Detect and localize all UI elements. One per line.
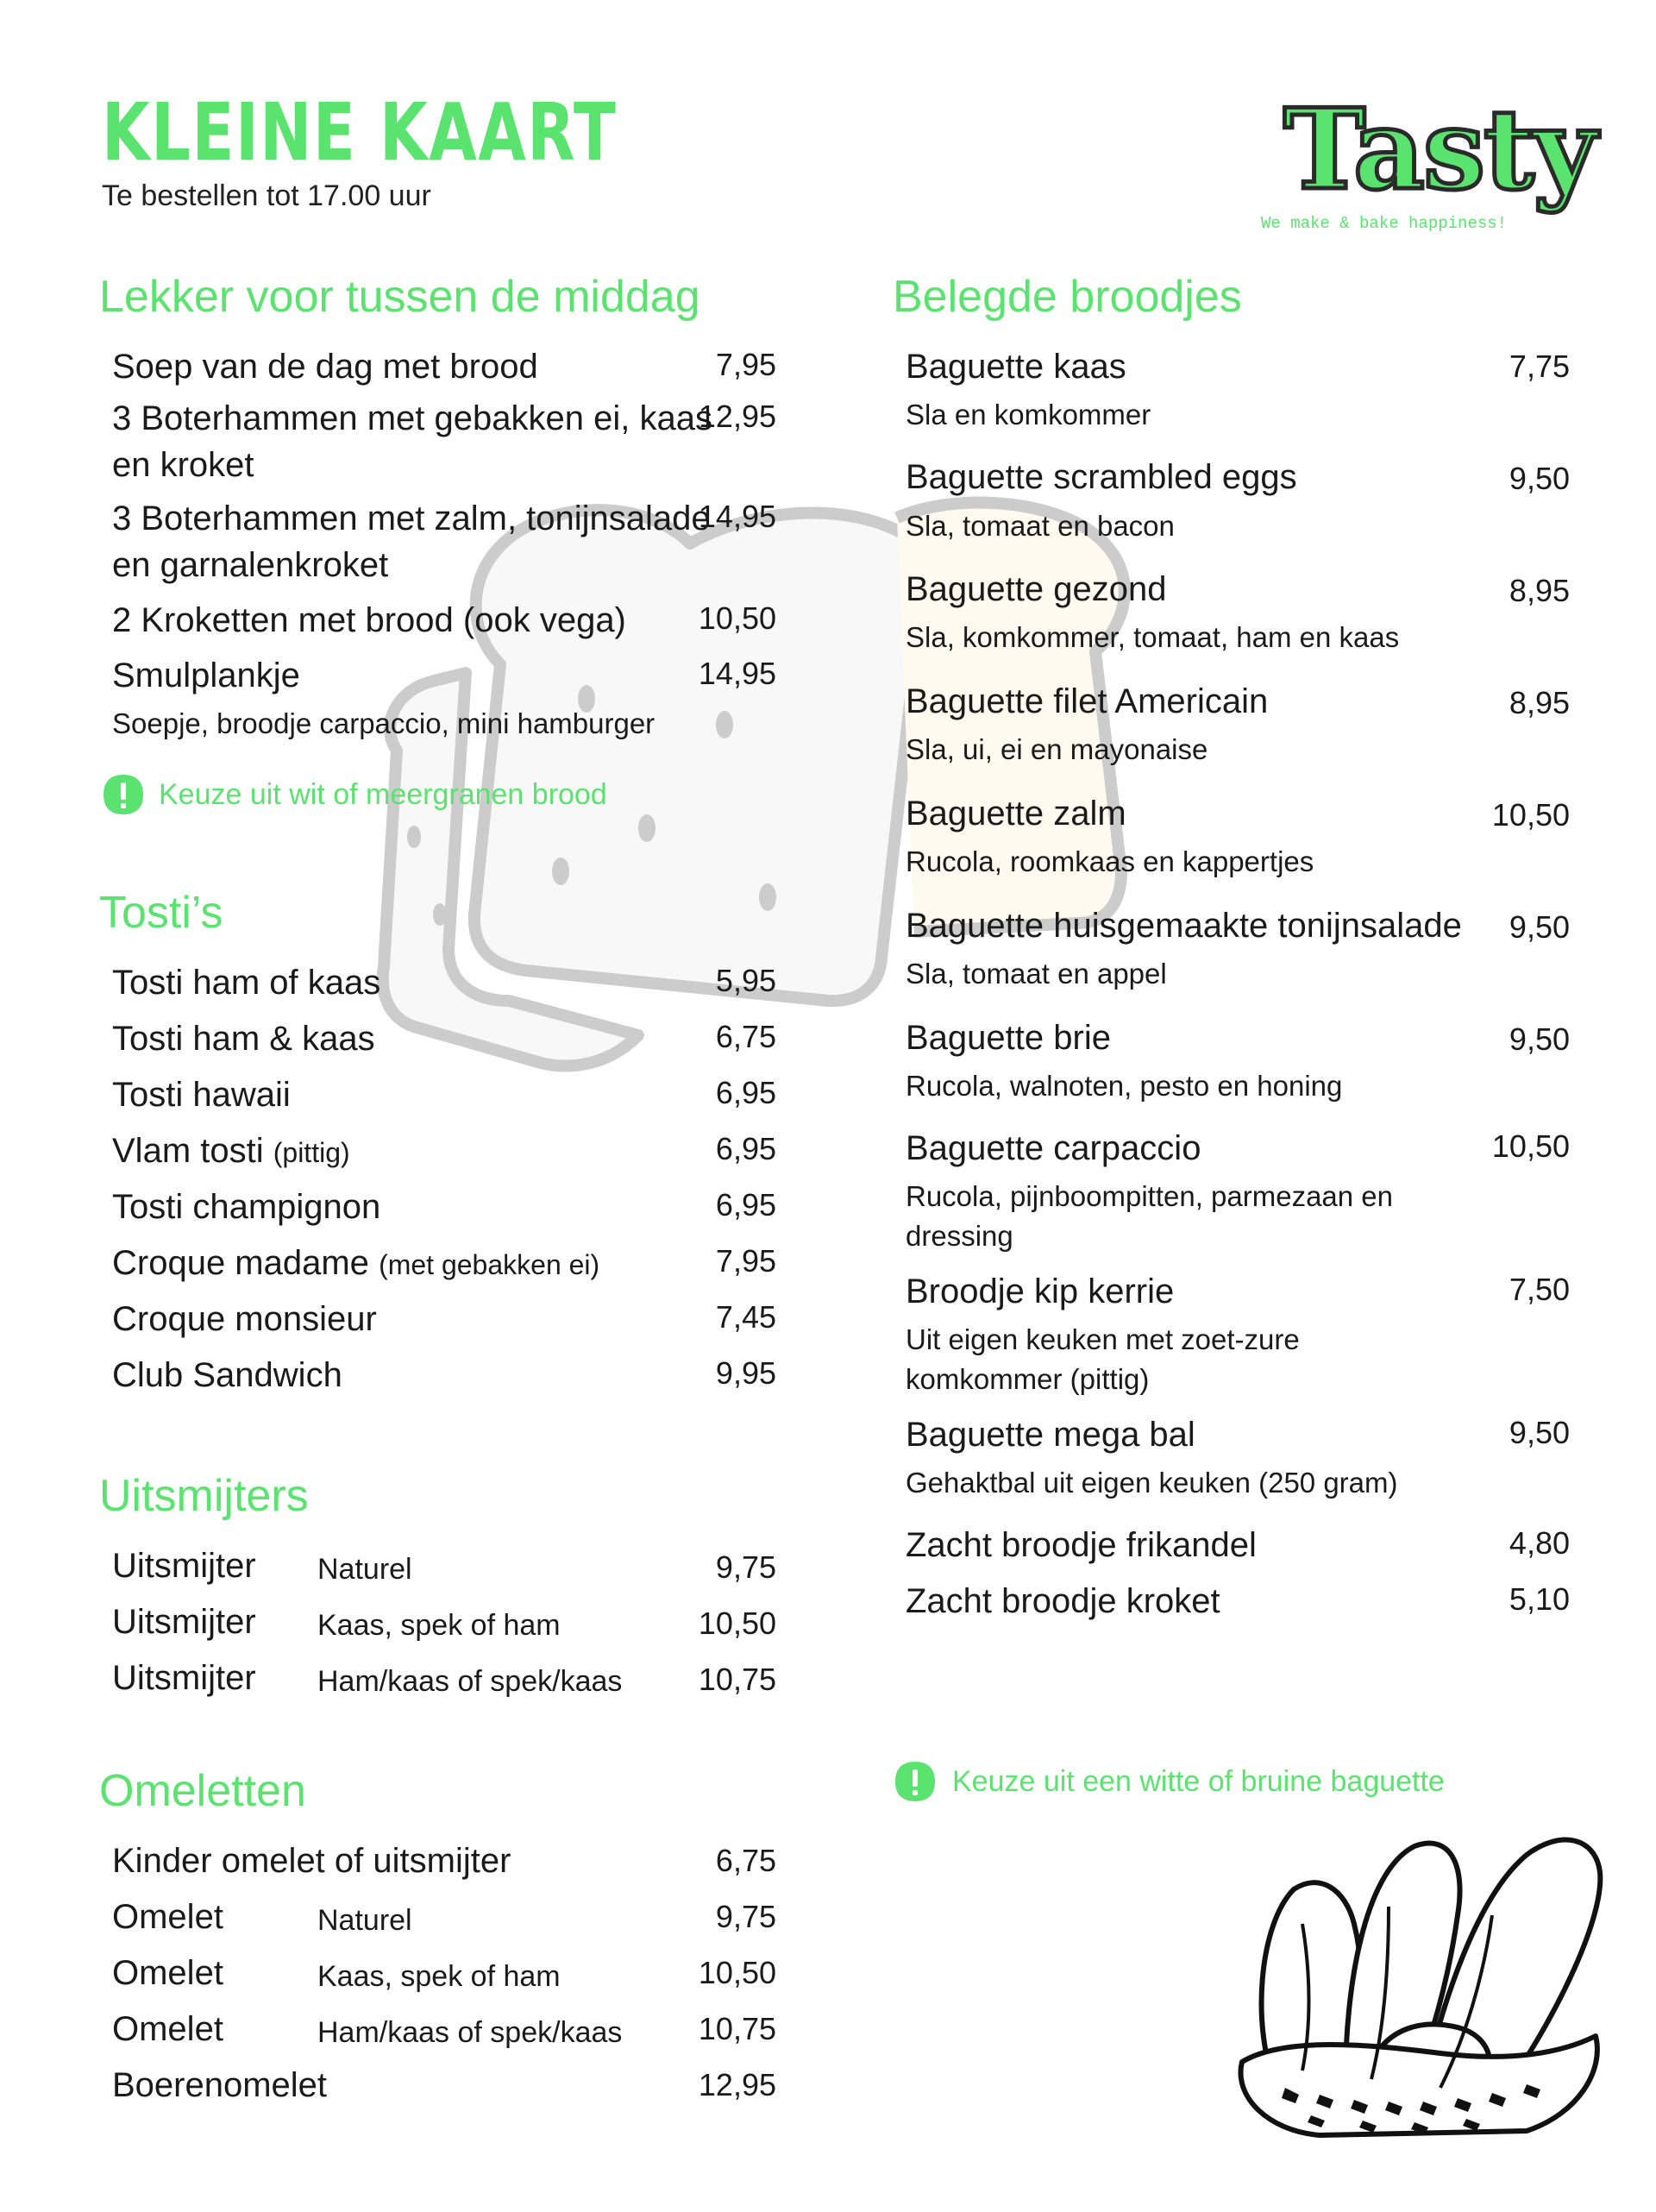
menu-item-price: 7,50: [1509, 1272, 1570, 1307]
menu-item-name: Baguette mega bal: [906, 1416, 1195, 1454]
menu-item-name: Baguette scrambled eggs: [906, 458, 1297, 496]
menu-item-name: [112, 1240, 599, 1286]
menu-item-name: Omelet: [112, 1898, 223, 1936]
menu-item-name-text: Croque madame: [112, 1244, 369, 1282]
menu-item-price: 4,80: [1509, 1525, 1570, 1561]
menu-item-name: Kinder omelet of uitsmijter: [112, 1842, 511, 1880]
menu-item-name-text: Vlam tosti: [112, 1132, 264, 1170]
menu-item-name: Baguette kaas: [906, 348, 1126, 386]
menu-item-price: 6,75: [715, 1019, 776, 1054]
menu-item-description: Soepje, broodje carpaccio, mini hamburger: [112, 707, 656, 739]
menu-item-description: Sla, komkommer, tomaat, ham en kaas: [906, 621, 1400, 653]
menu-item-description: Sla, tomaat en appel: [906, 958, 1167, 990]
section-title-tostis: Tosti’s: [99, 888, 223, 938]
menu-item-price: 5,95: [715, 963, 776, 998]
menu-item-description: Sla en komkommer: [906, 399, 1151, 430]
menu-item-price: 10,50: [698, 1955, 776, 1990]
menu-item-name: Baguette carpaccio: [906, 1129, 1201, 1167]
menu-item-price: 6,75: [715, 1843, 776, 1878]
menu-item-name: Boerenomelet: [112, 2066, 328, 2104]
tasty-logo: [1242, 85, 1596, 233]
menu-item-price: 10,50: [698, 1606, 776, 1641]
menu-item-description: Uit eigen keuken met zoet-zure: [906, 1323, 1300, 1355]
menu-item-price: 8,95: [1509, 685, 1570, 720]
logo-tagline: We make & bake happiness!: [1261, 214, 1508, 233]
menu-item-price: 9,75: [715, 1899, 776, 1934]
menu-item-name: Tosti hawaii: [112, 1076, 291, 1114]
menu-item-name-cont: en garnalenkroket: [112, 546, 389, 584]
menu-item-name: [112, 1128, 350, 1174]
menu-item-price: 9,50: [1509, 1415, 1570, 1450]
menu-item-name: Omelet: [112, 2010, 223, 2048]
menu-item-name: 3 Boterhammen met zalm, tonijnsalade: [112, 500, 711, 537]
menu-item-description: Sla, ui, ei en mayonaise: [906, 733, 1208, 765]
section-title-omeletten: Omeletten: [99, 1766, 306, 1816]
menu-item-price: 10,75: [698, 1662, 776, 1697]
menu-item-name: Baguette filet Americain: [906, 682, 1269, 720]
menu-item-price: 9,50: [1509, 909, 1570, 945]
menu-item-name: Uitsmijter: [112, 1603, 256, 1641]
menu-subtitle: Te bestellen tot 17.00 uur: [102, 179, 431, 212]
menu-item-price: 6,95: [715, 1131, 776, 1166]
menu-item-name-cont: en kroket: [112, 446, 254, 484]
bread-basket-illustration: [1216, 1820, 1630, 2148]
menu-title: KLEINE KAART: [102, 86, 618, 179]
menu-item-price: 10,50: [1491, 1128, 1570, 1164]
menu-item-name: Tosti ham of kaas: [112, 964, 381, 1002]
menu-item-name: 3 Boterhammen met gebakken ei, kaas: [112, 399, 712, 437]
menu-item-price: 9,50: [1509, 1021, 1570, 1057]
menu-item-price: 12,95: [698, 2067, 776, 2102]
menu-item-variant: Naturel: [317, 1553, 412, 1586]
menu-item-name: Zacht broodje frikandel: [906, 1526, 1257, 1564]
exclamation-icon: [894, 1760, 937, 1803]
menu-item-description-cont: dressing: [906, 1220, 1013, 1252]
section-title-uitsmijters: Uitsmijters: [99, 1471, 309, 1521]
menu-item-description: Sla, tomaat en bacon: [906, 510, 1175, 542]
menu-item-price: 10,50: [698, 600, 776, 636]
menu-item-price: 14,95: [698, 656, 776, 691]
menu-item-price: 6,95: [715, 1075, 776, 1110]
menu-item-price: 9,75: [715, 1549, 776, 1585]
menu-item-description-cont: komkommer (pittig): [906, 1363, 1150, 1395]
menu-item-description: Rucola, walnoten, pesto en honing: [906, 1070, 1343, 1102]
menu-item-description: Rucola, pijnboompitten, parmezaan en: [906, 1180, 1394, 1212]
menu-item-name: 2 Kroketten met brood (ook vega): [112, 601, 626, 639]
menu-item-price: 14,95: [698, 499, 776, 534]
baguette-choice-note: Keuze uit een witte of bruine baguette: [952, 1765, 1445, 1798]
menu-item-variant: Kaas, spek of ham: [317, 1609, 561, 1642]
menu-item-price: 9,95: [715, 1355, 776, 1391]
menu-item-name: Tosti ham & kaas: [112, 1020, 375, 1058]
menu-item-variant: Naturel: [317, 1904, 412, 1937]
menu-item-price: 8,95: [1509, 573, 1570, 608]
menu-item-price: 7,95: [715, 347, 776, 382]
menu-item-name: Baguette brie: [906, 1019, 1111, 1057]
section-title-lunch: Lekker voor tussen de middag: [99, 272, 700, 322]
menu-item-variant: Ham/kaas of spek/kaas: [317, 1665, 623, 1698]
menu-item-name: Uitsmijter: [112, 1547, 256, 1585]
menu-item-price: 10,50: [1491, 797, 1570, 833]
menu-item-price: 7,75: [1509, 349, 1570, 384]
bread-choice-note: Keuze uit wit of meergranen brood: [159, 778, 607, 811]
menu-item-name: Croque monsieur: [112, 1300, 377, 1338]
menu-item-name: Zacht broodje kroket: [906, 1582, 1220, 1620]
menu-item-name: Baguette gezond: [906, 570, 1167, 608]
menu-item-name: Omelet: [112, 1954, 223, 1992]
menu-item-name: Tosti champignon: [112, 1188, 381, 1226]
menu-item-variant: Ham/kaas of spek/kaas: [317, 2016, 623, 2049]
menu-item-name: Broodje kip kerrie: [906, 1273, 1175, 1310]
menu-item-note: (pittig): [273, 1137, 350, 1168]
menu-item-price: 12,95: [698, 399, 776, 434]
logo-text: Tasty: [1283, 85, 1596, 215]
menu-item-variant: Kaas, spek of ham: [317, 1960, 561, 1993]
menu-item-name: Uitsmijter: [112, 1659, 256, 1697]
menu-item-note: (met gebakken ei): [379, 1249, 600, 1280]
menu-item-name: Baguette zalm: [906, 795, 1126, 833]
menu-item-name: Soep van de dag met brood: [112, 348, 538, 386]
menu-item-price: 10,75: [698, 2011, 776, 2046]
menu-item-price: 5,10: [1509, 1581, 1570, 1617]
menu-item-price: 6,95: [715, 1187, 776, 1222]
menu-item-name: Baguette huisgemaakte tonijnsalade: [906, 907, 1462, 945]
menu-item-description: Rucola, roomkaas en kappertjes: [906, 845, 1314, 877]
menu-item-price: 9,50: [1509, 461, 1570, 496]
menu-item-name: Smulplankje: [112, 657, 300, 694]
exclamation-icon: [102, 773, 145, 816]
menu-item-description: Gehaktbal uit eigen keuken (250 gram): [906, 1467, 1398, 1499]
menu-item-name: Club Sandwich: [112, 1356, 342, 1394]
menu-item-price: 7,95: [715, 1243, 776, 1279]
menu-item-price: 7,45: [715, 1299, 776, 1335]
section-title-broodjes: Belegde broodjes: [893, 272, 1242, 322]
